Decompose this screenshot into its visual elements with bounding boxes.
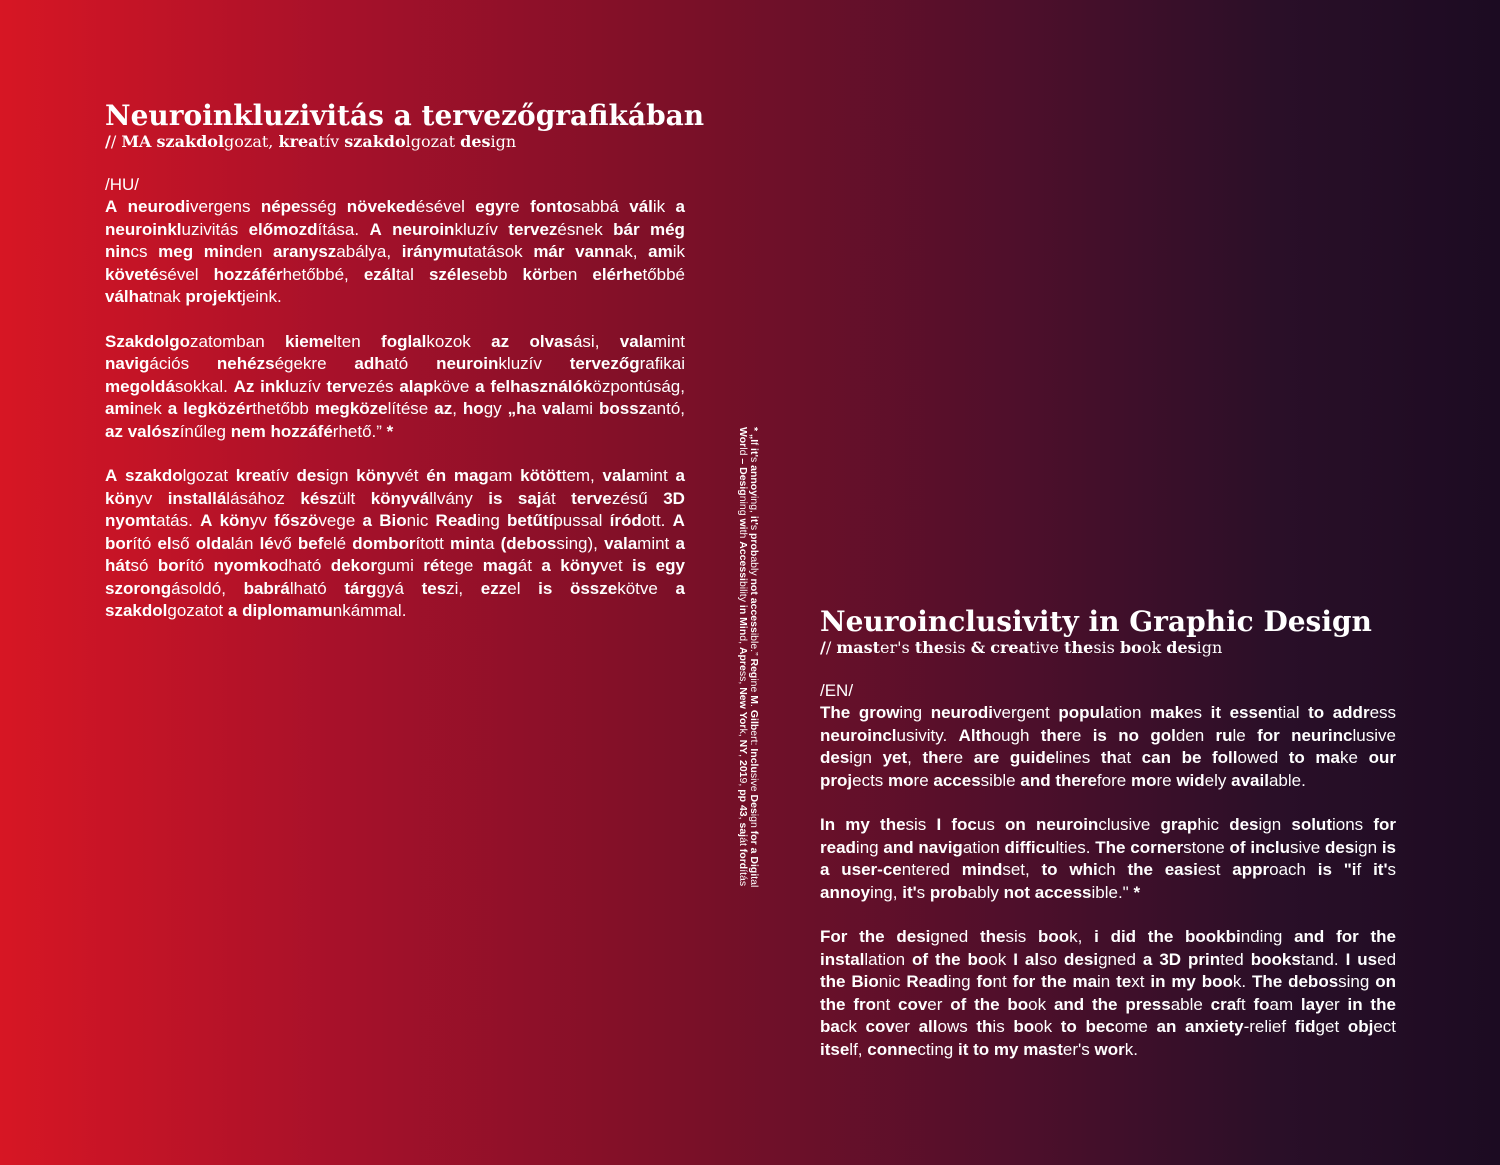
- hu-paragraph-3: A szakdolgozat kreatív design könyvét én magam kötöttem, valamint a könyv installálásához készült könyvállvány is saját tervezésű 3D nyomtatás. A könyv főszövege a Bionic Reading betűtípussal íródott. A borító első oldalán lévő befelé domborított minta (debossing), valamint a hátsó borító nyomkodható dekorgumi rétege magát a könyvet is egy szorongásoldó, babrálható tárggyá teszi, ezzel is összekötve a szakdolgozatot a diplomamunkámmal.: [105, 466, 685, 620]
- en-paragraph-1: The growing neurodivergent population makes it essential to address neuroinclusivity. Although there is no golden rule for neurinclusive design yet, there are guidelines that can be followed to make our projects more accessible and therefore more widely available.: [820, 703, 1397, 790]
- en-language-tag: /EN/: [820, 681, 854, 700]
- footnote-line-1: * „If it's annoying, it's probably not accessible.” Regine M. Gilbert: Inclusive Design for a Digital: [748, 427, 760, 888]
- english-section: [820, 606, 1396, 1083]
- footnote-line-2: World – Designing with Accessibility in Mind, Apress, New York, NY, 2019, pp 43, saját fordítás: [737, 427, 749, 887]
- hungarian-section: [105, 99, 705, 645]
- hu-paragraph-1: A neurodivergens népesség növekedésével egyre fontosabbá válik a neuroinkluzivitás előmozdítása. A neuroinkluzív tervezésnek bár még nincs meg minden aranyszabálya, iránymutatások már vannak, amik követésével hozzáférhetőbbé, ezáltal szélesebb körben elérhetőbbé válhatnak projektjeink.: [105, 197, 686, 306]
- hu-paragraph-2: Szakdolgozatomban kiemelten foglalkozok az olvasási, valamint navigációs nehézségekre adható neuroinkluzív tervezőgrafikai megoldásokkal. Az inkluzív tervezés alapköve a felhasználóközpontúság, aminek a legközérthetőbb megközelítése az, hogy „ha valami bosszantó, az valószínűleg nem hozzáférhető.” *: [105, 331, 686, 441]
- en-paragraph-3: For the designed thesis book, i did the bookbinding and for the installation of the book I also designed a 3D printed bookstand. I used the Bionic Reading font for the main text in my book. The debossing on the front cover of the book and the pressable craft foam layer in the back cover allows this book to become an anxiety-relief fidget object itself, connecting it to my master's work.: [820, 927, 1397, 1059]
- hu-title: Neuroinkluzivitás a tervezőgrafikában: [105, 99, 705, 132]
- hu-language-tag: /HU/: [105, 175, 139, 194]
- hu-subtitle: // MA szakdolgozat, kreatív szakdolgozat design: [105, 132, 517, 151]
- en-title: Neuroinclusivity in Graphic Design: [820, 605, 1372, 638]
- footnote-vertical: [737, 427, 759, 927]
- en-subtitle: // master's thesis & creative thesis book design: [820, 638, 1223, 657]
- en-paragraph-2: In my thesis I focus on neuroinclusive graphic design solutions for reading and navigation difficulties. The cornerstone of inclusive design is a user-centered mindset, to which the easiest approach is "if it's annoying, it's probably not accessible." *: [820, 815, 1397, 902]
